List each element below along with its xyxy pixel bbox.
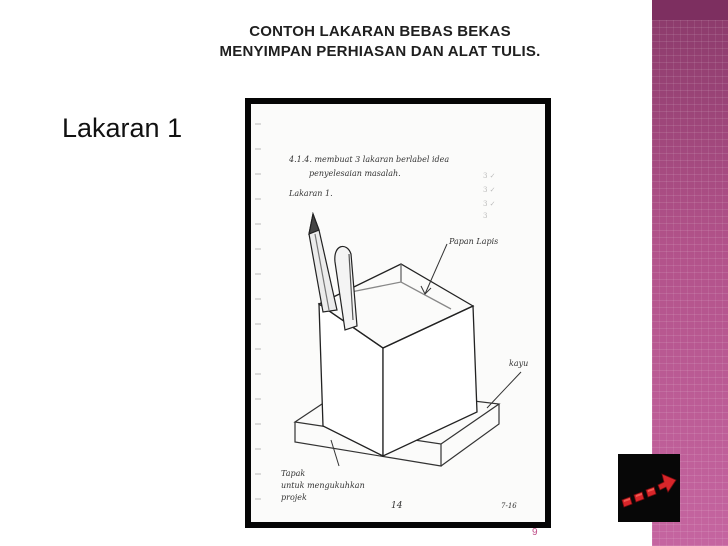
svg-text:3 ✓: 3 ✓	[483, 186, 496, 194]
slide-title-line1: CONTOH LAKARAN BEBAS BEKAS	[249, 23, 511, 40]
sketch-label-right: kayu	[509, 359, 529, 368]
pencil-holder-sketch	[251, 104, 545, 522]
sketch-label: Lakaran 1	[62, 113, 183, 143]
svg-text:3 ✓: 3 ✓	[483, 200, 496, 208]
svg-text:3 ✓: 3 ✓	[483, 172, 496, 180]
pencil	[309, 214, 337, 312]
page-number: 9	[532, 527, 538, 538]
sketch-label-top: Papan Lapis	[449, 237, 499, 246]
sketch-note-2: penyelesaian masalah.	[309, 169, 401, 178]
sketch-heading: Lakaran 1.	[289, 189, 333, 198]
faint-marks	[483, 172, 496, 220]
sketch-label-base-2: untuk mengukuhkan	[281, 481, 365, 490]
sketch-label-base-3: projek	[281, 493, 307, 502]
slide-title-line2: MENYIMPAN PERHIASAN DAN ALAT TULIS.	[219, 43, 541, 60]
notebook-margin	[255, 124, 261, 499]
sketch-date-mark: 7-16	[501, 502, 517, 510]
box-body	[319, 304, 477, 456]
svg-text:3: 3	[483, 212, 488, 220]
red-arrow-icon	[618, 454, 680, 522]
sketch-label-base-1: Tapak	[281, 469, 306, 478]
decorative-sidebar-top	[652, 0, 728, 20]
slide-title	[160, 22, 600, 62]
sketch-note-1: 4.1.4. membuat 3 lakaran berlabel idea	[289, 155, 450, 164]
sketch-page-mark: 14	[391, 501, 403, 511]
next-slide-button[interactable]	[618, 454, 680, 522]
sketch-image	[245, 98, 551, 528]
